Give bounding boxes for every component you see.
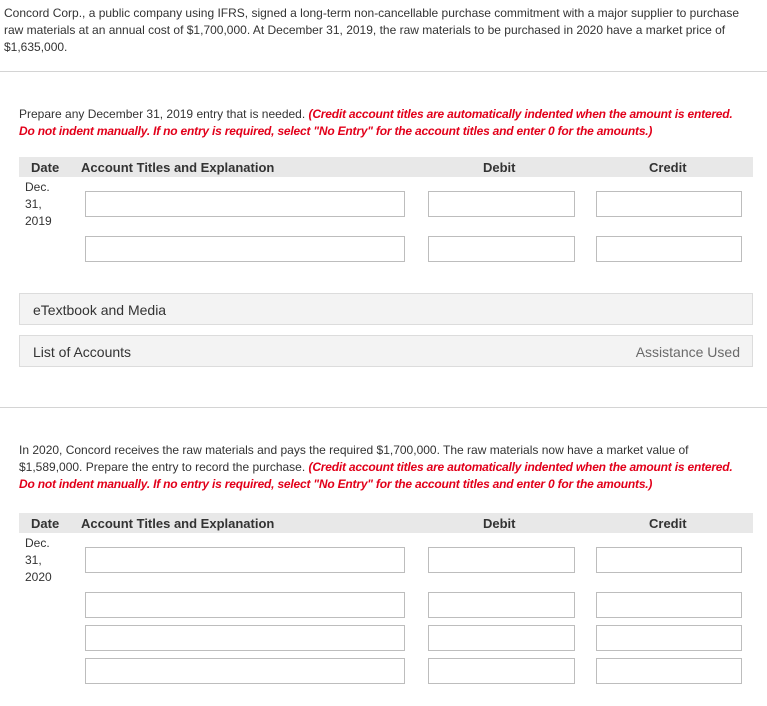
account-header: Account Titles and Explanation xyxy=(81,160,275,175)
date-year: 2020 xyxy=(25,570,52,584)
part1-date xyxy=(25,179,52,230)
etextbook-link[interactable]: eTextbook and Media xyxy=(33,302,167,318)
part1-row2-credit-input[interactable] xyxy=(596,236,742,262)
date-year: 2019 xyxy=(25,214,52,228)
part2-table-header xyxy=(19,513,753,533)
credit-header: Credit xyxy=(649,160,687,175)
account-header: Account Titles and Explanation xyxy=(81,516,275,531)
part2-row1-debit-input[interactable] xyxy=(428,547,575,573)
divider xyxy=(0,71,767,72)
date-day: 31, xyxy=(25,197,42,211)
problem-intro: Concord Corp., a public company using IFRS, signed a long-term non-cancellable purchase commitment with a major supplier to purchase raw materials at an annual cost of $1,700,000. At December 31, 2019, the raw materials to be purchased in 2020 have a market price of $1,635,000. xyxy=(4,6,740,54)
debit-header: Debit xyxy=(483,516,516,531)
part1-row1-credit-input[interactable] xyxy=(596,191,742,217)
part2-row2-debit-input[interactable] xyxy=(428,592,575,618)
part1-table-header xyxy=(19,157,753,177)
divider xyxy=(0,407,767,408)
date-month: Dec. xyxy=(25,180,50,194)
part1-prompt xyxy=(19,106,749,140)
assistance-used-label: Assistance Used xyxy=(635,344,740,360)
part2-instruction: (Credit account titles are automatically indented when the amount is entered. Do not indent manually. If no entry is required, select "No Entry" for the account titles and enter 0 for the amounts.) xyxy=(19,460,733,491)
list-of-accounts-panel[interactable] xyxy=(19,335,753,367)
part2-row4-credit-input[interactable] xyxy=(596,658,742,684)
part1-prompt-text: Prepare any December 31, 2019 entry that is needed. xyxy=(19,107,306,121)
part2-row3-debit-input[interactable] xyxy=(428,625,575,651)
date-month: Dec. xyxy=(25,536,50,550)
list-of-accounts-link[interactable]: List of Accounts xyxy=(33,344,132,360)
part2-row2-account-input[interactable] xyxy=(85,592,405,618)
part1-row2-account-input[interactable] xyxy=(85,236,405,262)
part2-row4-account-input[interactable] xyxy=(85,658,405,684)
debit-header: Debit xyxy=(483,160,516,175)
part2-row4-debit-input[interactable] xyxy=(428,658,575,684)
date-day: 31, xyxy=(25,553,42,567)
part2-row3-credit-input[interactable] xyxy=(596,625,742,651)
part2-row1-account-input[interactable] xyxy=(85,547,405,573)
part1-row1-account-input[interactable] xyxy=(85,191,405,217)
part1-row1-debit-input[interactable] xyxy=(428,191,575,217)
date-header: Date xyxy=(31,516,60,531)
part1-row2-debit-input[interactable] xyxy=(428,236,575,262)
part2-date xyxy=(25,535,52,586)
credit-header: Credit xyxy=(649,516,687,531)
part2-prompt-text: In 2020, Concord receives the raw materials and pays the required $1,700,000. The raw materials now have a market value of $1,589,000. Prepare the entry to record the purchase. xyxy=(19,443,689,474)
part2-prompt xyxy=(19,442,749,493)
date-header: Date xyxy=(31,160,60,175)
part2-row1-credit-input[interactable] xyxy=(596,547,742,573)
part2-row2-credit-input[interactable] xyxy=(596,592,742,618)
etextbook-panel[interactable] xyxy=(19,293,753,325)
part1-instruction: (Credit account titles are automatically indented when the amount is entered. Do not indent manually. If no entry is required, select "No Entry" for the account titles and enter 0 for the amounts.) xyxy=(19,107,733,138)
part2-row3-account-input[interactable] xyxy=(85,625,405,651)
